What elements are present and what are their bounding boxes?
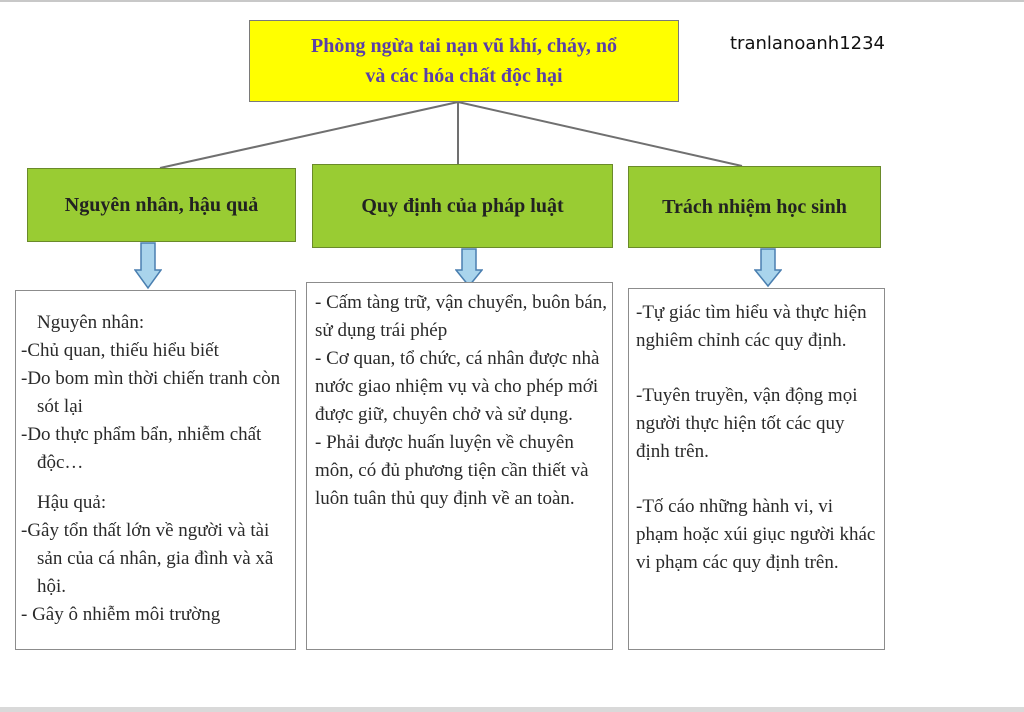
list-item: - Cơ quan, tổ chức, cá nhân được nhà nước giao nhiệm vụ và cho phép mới được giữ, chuyên chở và sử dụng.	[315, 348, 600, 425]
connector-to-causes	[160, 102, 458, 168]
list-item: - Cấm tàng trữ, vận chuyển, buôn bán, sử dụng trái phép	[315, 292, 608, 341]
content-student-responsibility	[628, 288, 885, 650]
central-topic-line-1: Phòng ngừa tai nạn vũ khí, cháy, nổ	[311, 35, 617, 57]
list-item: -Tuyên truyền, vận động mọi người thực hiện tốt các quy định trên.	[636, 385, 858, 462]
heading-student-responsibility: Trách nhiệm học sinh	[628, 166, 881, 248]
watermark-text: tranlanoanh1234	[730, 33, 886, 54]
list-item: - Gây ô nhiễm môi trường	[21, 604, 221, 625]
causes-label: Nguyên nhân:	[37, 312, 145, 333]
central-topic-box	[249, 20, 679, 102]
down-arrow-icon	[134, 242, 162, 290]
central-topic-line-2: và các hóa chất độc hại	[365, 65, 563, 87]
causes-group	[21, 309, 291, 477]
connector-to-students	[458, 102, 742, 166]
content-legal-regulations	[306, 282, 613, 650]
down-arrow-icon	[754, 248, 782, 288]
heading-legal-regulations: Quy định của pháp luật	[312, 164, 613, 248]
list-item: -Chủ quan, thiếu hiểu biết	[21, 340, 219, 361]
list-item: -Do bom mìn thời chiến tranh còn sót lại	[21, 368, 281, 417]
heading-causes-consequences: Nguyên nhân, hậu quả	[27, 168, 296, 242]
list-item: - Phải được huấn luyện về chuyên môn, có đủ phương tiện cần thiết và luôn tuân thủ quy định về an toàn.	[315, 432, 589, 509]
content-causes-consequences	[15, 290, 296, 650]
list-item: -Do thực phẩm bẩn, nhiễm chất độc…	[21, 424, 262, 473]
consequences-label: Hậu quả:	[37, 492, 107, 513]
list-item: -Gây tổn thất lớn về người và tài sản của cá nhân, gia đình và xã hội.	[21, 520, 274, 597]
bottom-border-line	[0, 707, 1024, 712]
list-item: -Tự giác tìm hiểu và thực hiện nghiêm chỉnh các quy định.	[636, 302, 867, 351]
list-item: -Tố cáo những hành vi, vi phạm hoặc xúi giục người khác vi phạm các quy định trên.	[636, 496, 876, 573]
consequences-group	[21, 489, 291, 629]
